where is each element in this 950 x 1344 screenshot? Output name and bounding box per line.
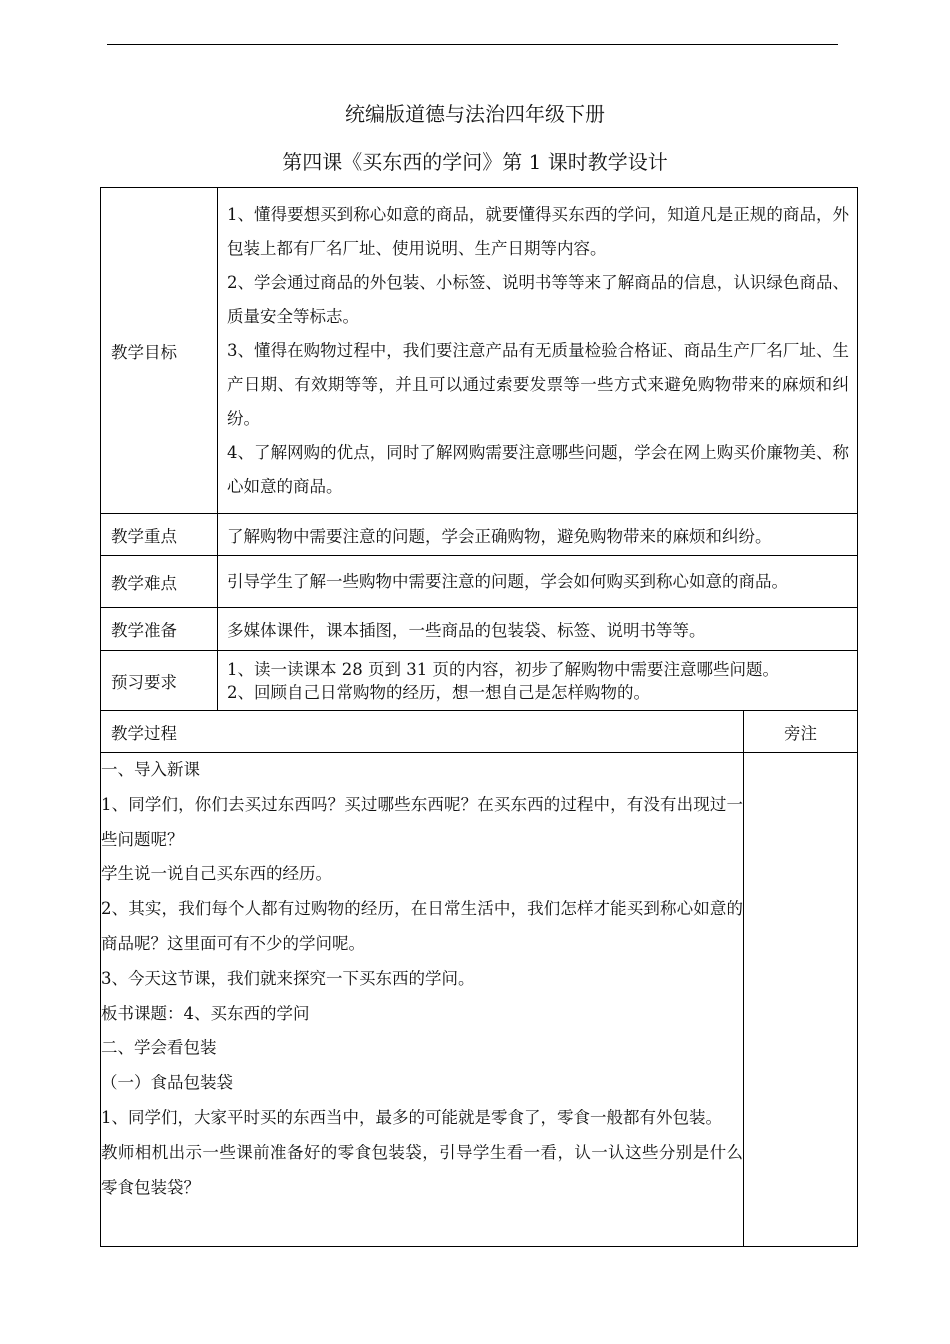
goal-item: 1、懂得要想买到称心如意的商品，就要懂得买东西的学问，知道凡是正规的商品，外包装上都有厂名厂址、使用说明、生产日期等内容。 <box>227 204 849 258</box>
key-points-label: 教学重点 <box>101 514 218 556</box>
key-points-content: 了解购物中需要注意的问题，学会正确购物，避免购物带来的麻烦和纠纷。 <box>218 514 858 556</box>
process-label: 教学过程 <box>101 711 744 753</box>
preparation-label: 教学准备 <box>101 608 218 651</box>
process-line: 教师相机出示一些课前准备好的零食包装袋，引导学生看一看，认一认这些分别是什么零食包装袋？ <box>101 1142 743 1197</box>
process-line: 一、导入新课 <box>101 760 200 779</box>
document-subtitle: 第四课《买东西的学问》第 1 课时教学设计 <box>282 150 668 174</box>
goals-label: 教学目标 <box>101 188 218 514</box>
process-body-row <box>101 753 858 1247</box>
key-points-row <box>101 514 858 556</box>
goal-item: 3、懂得在购物过程中，我们要注意产品有无质量检验合格证、商品生产厂名厂址、生产日期、有效期等等，并且可以通过索要发票等一些方式来避免购物带来的麻烦和纠纷。 <box>227 340 849 428</box>
process-line: 板书课题：4、买东西的学问 <box>101 1003 310 1023</box>
notes-column <box>744 753 858 1247</box>
preview-label: 预习要求 <box>101 651 218 711</box>
preview-row <box>101 651 858 711</box>
preview-content <box>218 651 858 711</box>
process-line: （一）食品包装袋 <box>101 1073 233 1093</box>
difficulties-row <box>101 556 858 608</box>
lesson-plan-table <box>100 187 858 1247</box>
goals-row <box>101 188 858 514</box>
notes-label: 旁注 <box>744 711 858 753</box>
process-header-row <box>101 711 858 753</box>
process-line: 学生说一说自己买东西的经历。 <box>101 864 332 884</box>
goals-content <box>218 188 858 514</box>
goal-item: 2、学会通过商品的外包装、小标签、说明书等等来了解商品的信息，认识绿色商品、质量安全等标志。 <box>227 272 849 326</box>
header-rule <box>107 44 838 45</box>
difficulties-label: 教学难点 <box>101 556 218 608</box>
process-content <box>101 753 744 1247</box>
process-line: 二、学会看包装 <box>101 1038 217 1058</box>
preview-item: 2、回顾自己日常购物的经历，想一想自己是怎样购物的。 <box>227 682 650 702</box>
preparation-row <box>101 608 858 651</box>
goal-item: 4、了解网购的优点，同时了解网购需要注意哪些问题，学会在网上购买价廉物美、称心如意的商品。 <box>227 442 849 496</box>
preview-item: 1、读一读课本 28 页到 31 页的内容，初步了解购物中需要注意哪些问题。 <box>227 659 779 679</box>
process-line: 1、同学们，大家平时买的东西当中，最多的可能就是零食了，零食一般都有外包装。 <box>101 1107 722 1127</box>
process-line: 1、同学们，你们去买过东西吗？买过哪些东西呢？在买东西的过程中，有没有出现过一些问题呢？ <box>101 794 743 849</box>
process-line: 3、今天这节课，我们就来探究一下买东西的学问。 <box>101 968 475 988</box>
preparation-content: 多媒体课件，课本插图，一些商品的包装袋、标签、说明书等等。 <box>218 608 858 651</box>
difficulties-content: 引导学生了解一些购物中需要注意的问题，学会如何购买到称心如意的商品。 <box>218 556 858 608</box>
process-line: 2、其实，我们每个人都有过购物的经历，在日常生活中，我们怎样才能买到称心如意的商品呢？这里面可有不少的学问呢。 <box>101 899 743 953</box>
document-title: 统编版道德与法治四年级下册 <box>345 102 605 126</box>
